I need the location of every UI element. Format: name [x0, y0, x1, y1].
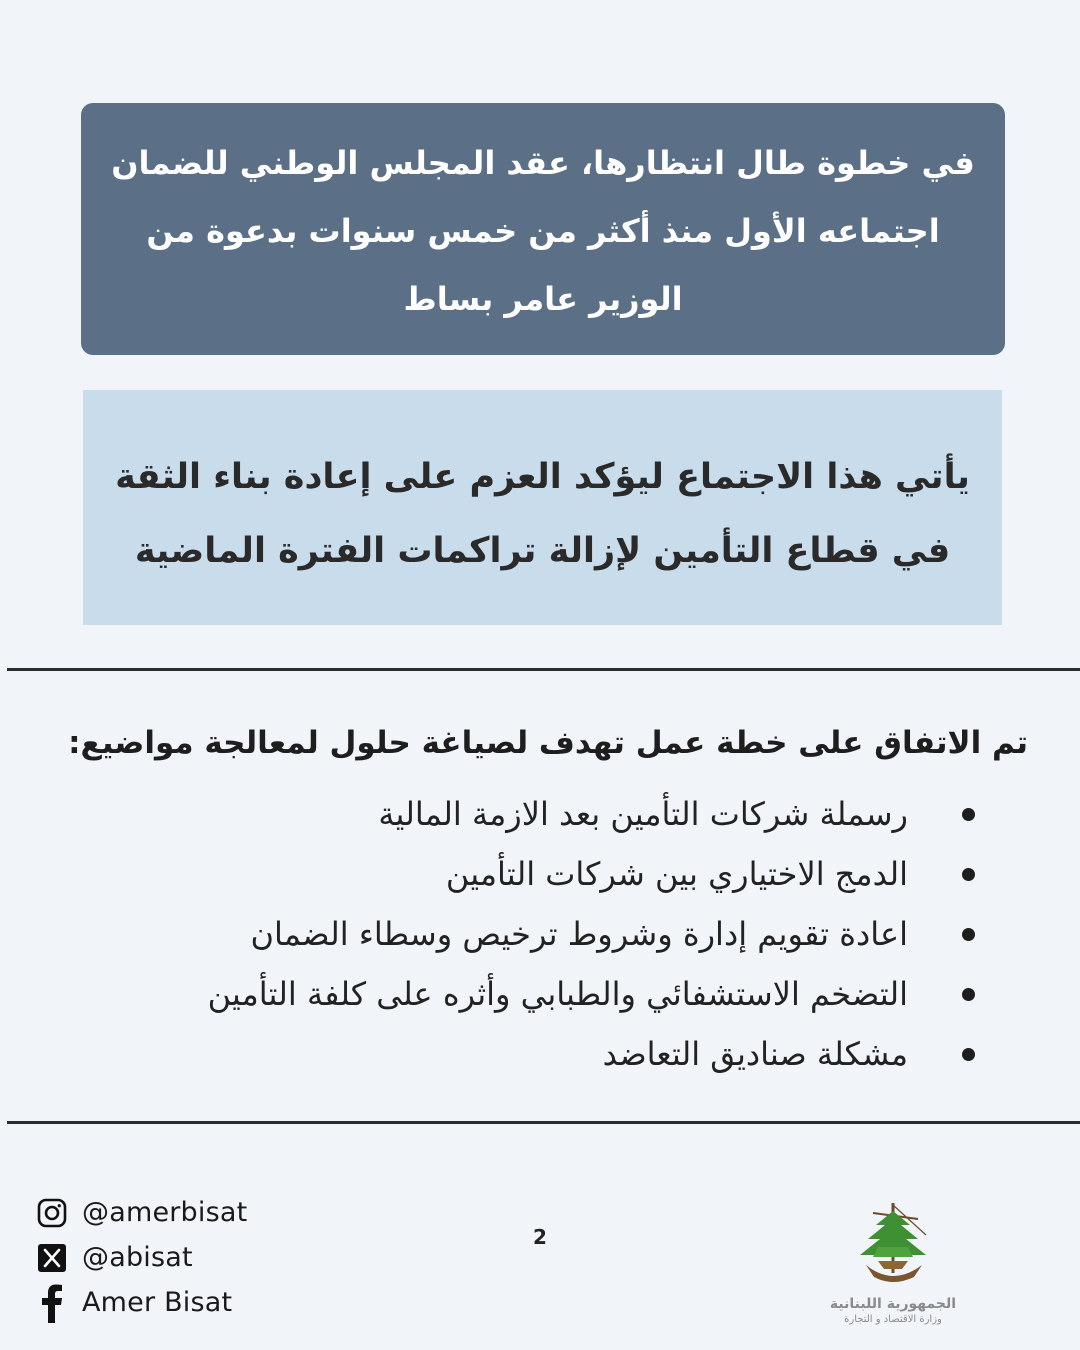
agenda-heading: تم الاتفاق على خطة عمل تهدف لصياغة حلول لمعالجة مواضيع:	[68, 725, 1028, 761]
intro-box	[81, 103, 1005, 355]
list-item: التضخم الاستشفائي والطبابي وأثره على كلفة التأمين	[30, 964, 930, 1024]
list-item: مشكلة صناديق التعاضد	[30, 1024, 930, 1084]
x-handle: @abisat	[82, 1242, 193, 1273]
bullet-icon	[962, 928, 975, 941]
bullet-icon	[962, 808, 975, 821]
logo-caption	[818, 1295, 968, 1327]
cedar-ship-icon	[818, 1195, 968, 1295]
bullet-icon	[962, 1048, 975, 1061]
page-number: 2	[533, 1225, 547, 1249]
social-facebook[interactable]	[36, 1280, 247, 1325]
list-item: اعادة تقويم إدارة وشروط ترخيص وسطاء الضمان	[30, 904, 930, 964]
logo-subtitle: وزارة الاقتصاد و التجارة	[844, 1314, 942, 1325]
x-icon	[36, 1242, 68, 1274]
list-item: الدمج الاختياري بين شركات التأمين	[30, 844, 930, 904]
instagram-icon	[36, 1197, 68, 1229]
ministry-logo	[818, 1195, 968, 1335]
bullet-icon	[962, 868, 975, 881]
divider-top	[7, 668, 1080, 671]
logo-title: الجمهورية اللبنانية	[829, 1296, 957, 1312]
social-x[interactable]	[36, 1235, 247, 1280]
bullet-icon	[962, 988, 975, 1001]
divider-bottom	[7, 1121, 1080, 1124]
list-item: رسملة شركات التأمين بعد الازمة المالية	[30, 784, 930, 844]
social-instagram[interactable]	[36, 1190, 247, 1235]
instagram-handle: @amerbisat	[82, 1197, 248, 1228]
facebook-name: Amer Bisat	[82, 1287, 233, 1318]
intro-text: في خطوة طال انتظارها، عقد المجلس الوطني للضمان اجتماعه الأول منذ أكثر من خمس سنوات بدعوة من الوزير عامر بساط	[111, 144, 975, 318]
highlight-text: يأتي هذا الاجتماع ليؤكد العزم على إعادة بناء الثقة في قطاع التأمين لإزالة تراكمات الفترة الماضية	[115, 457, 970, 571]
facebook-icon	[36, 1287, 68, 1319]
agenda-list	[30, 784, 930, 1084]
highlight-box	[83, 390, 1002, 625]
social-links	[36, 1190, 247, 1325]
